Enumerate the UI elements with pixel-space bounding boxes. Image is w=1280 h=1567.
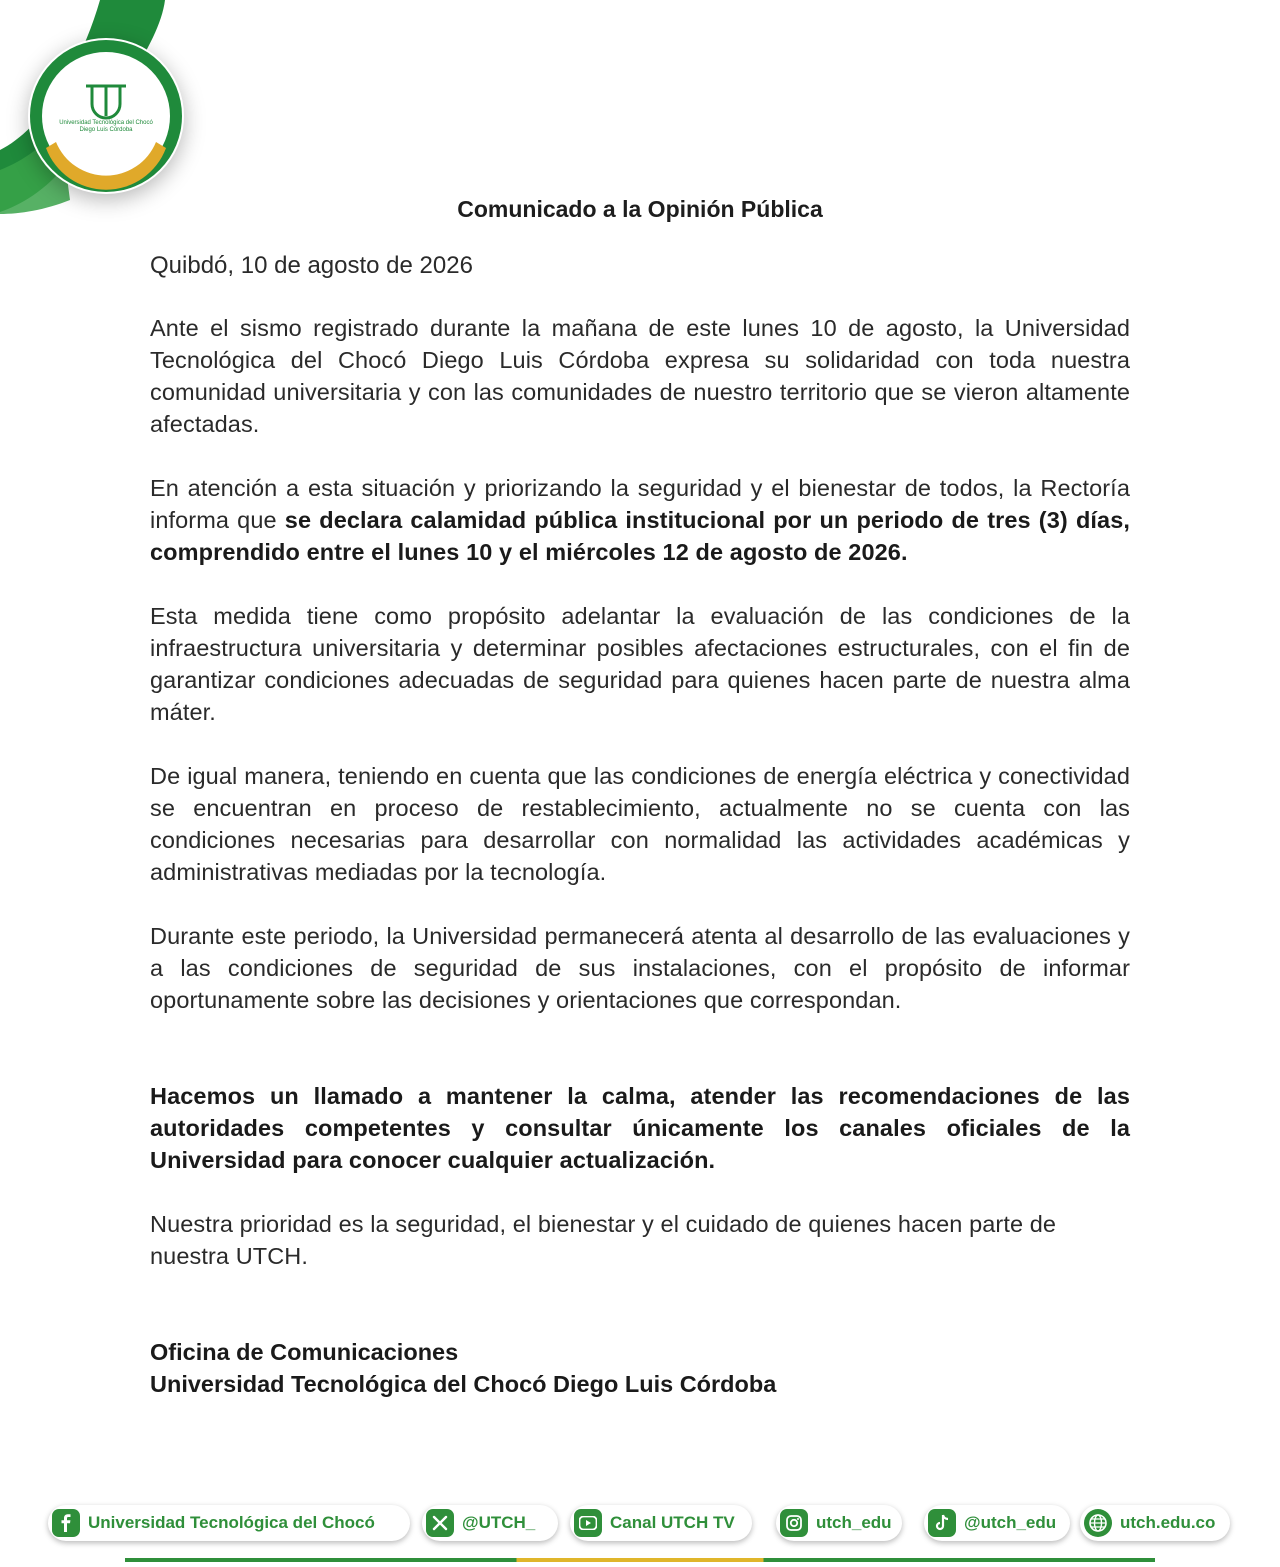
paragraph-solidarity: Ante el sismo registrado durante la mañana de este lunes 10 de agosto, la Universidad Tecnológica del Chocó Diego Luis Córdoba expresa su solidaridad con toda nuestra comunidad universitaria y con las comunidades de nuestro territorio que se vieron altamente afectadas. — [150, 315, 1130, 437]
globe-icon — [1084, 1509, 1112, 1537]
instagram-link[interactable] — [776, 1505, 902, 1541]
instagram-icon — [780, 1509, 808, 1537]
youtube-icon — [574, 1509, 602, 1537]
instagram-label: utch_edu — [816, 1513, 892, 1532]
paragraph-call-to-calm: Hacemos un llamado a mantener la calma, atender las recomendaciones de las autoridades competentes y consultar únicamente los canales oficiales de la Universidad para conocer cualquier actualización. — [150, 1083, 1130, 1173]
signature-institution: Universidad Tecnológica del Chocó Diego Luis Córdoba — [150, 1371, 777, 1397]
facebook-icon — [52, 1509, 80, 1537]
paragraph-monitoring: Durante este periodo, la Universidad permanecerá atenta al desarrollo de las evaluaciones y a las condiciones de seguridad de sus instalaciones, con el propósito de informar oportunamente sobre las decisiones y orientaciones que correspondan. — [150, 923, 1130, 1013]
logo-name-line2: Diego Luis Córdoba — [79, 127, 133, 133]
page-title: Comunicado a la Opinión Pública — [457, 196, 823, 222]
website-label: utch.edu.co — [1120, 1513, 1216, 1532]
tiktok-link[interactable] — [924, 1505, 1070, 1541]
social-links — [48, 1505, 1238, 1543]
footer-divider — [125, 1558, 1155, 1562]
youtube-label: Canal UTCH TV — [610, 1513, 735, 1532]
university-logo — [28, 38, 184, 194]
tiktok-icon — [928, 1509, 956, 1537]
document-date: Quibdó, 10 de agosto de 2026 — [150, 252, 473, 279]
paragraph-calamity — [150, 472, 1130, 568]
signature-office: Oficina de Comunicaciones — [150, 1339, 459, 1365]
tiktok-label: @utch_edu — [964, 1513, 1057, 1532]
x-label: @UTCH_ — [462, 1513, 536, 1532]
website-link[interactable] — [1080, 1505, 1230, 1541]
facebook-link[interactable] — [48, 1505, 410, 1541]
signature — [150, 1336, 776, 1400]
paragraph-calamity-intro: En atención a esta situación y priorizando la seguridad y el bienestar de todos, la Rectoría informa que — [150, 475, 1130, 533]
x-link[interactable] — [422, 1505, 558, 1541]
facebook-label: Universidad Tecnológica del Chocó — [88, 1513, 375, 1532]
paragraph-purpose: Esta medida tiene como propósito adelantar la evaluación de las condiciones de la infraestructura universitaria y determinar posibles afectaciones estructurales, con el fin de garantizar condiciones adecuadas de seguridad para quienes hacen parte de nuestra alma máter. — [150, 603, 1130, 725]
paragraph-calamity-declaration: se declara calamidad pública institucional por un periodo de tres (3) días, comprendido entre el lunes 10 y el miércoles 12 de agosto de 2026. — [150, 507, 1130, 565]
paragraph-connectivity: De igual manera, teniendo en cuenta que las condiciones de energía eléctrica y conectividad se encuentran en proceso de restablecimiento, actualmente no se cuenta con las condiciones necesarias para desarrollar con normalidad las actividades académicas y administrativas mediadas por la tecnología. — [150, 763, 1130, 885]
youtube-link[interactable] — [570, 1505, 752, 1541]
x-icon — [426, 1509, 454, 1537]
logo-name-line1: Universidad Tecnológica del Chocó — [59, 120, 153, 126]
paragraph-priority: Nuestra prioridad es la seguridad, el bienestar y el cuidado de quienes hacen parte de nuestra UTCH. — [150, 1211, 1057, 1269]
